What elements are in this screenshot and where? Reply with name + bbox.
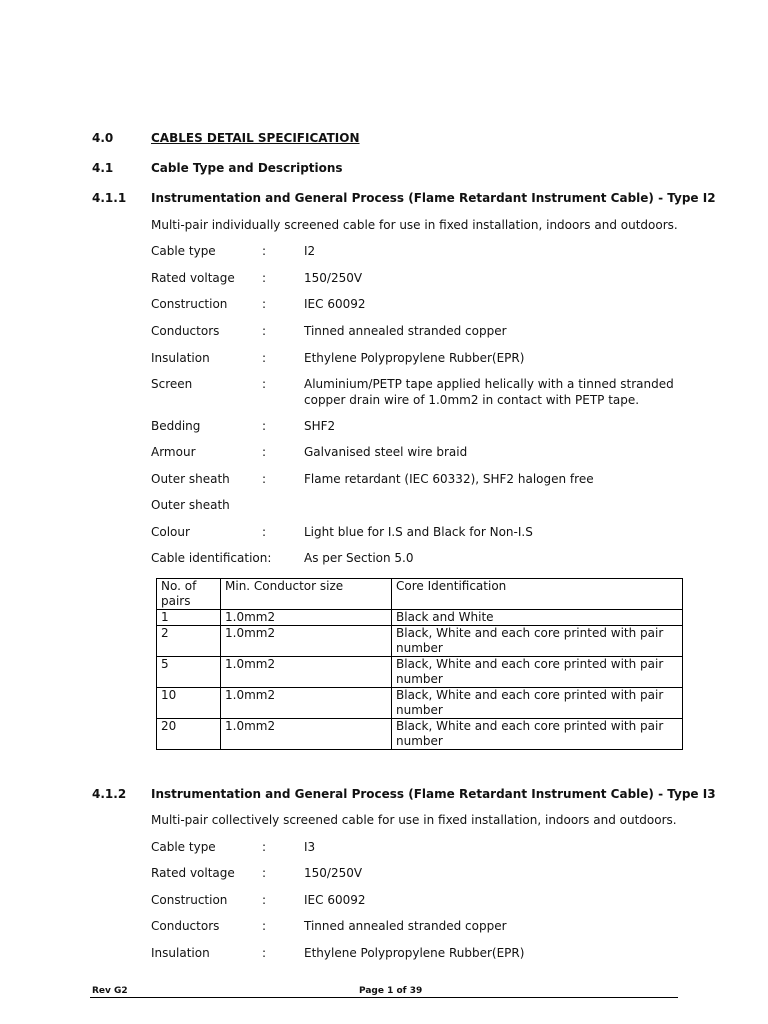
spec-value: Tinned annealed stranded copper xyxy=(304,919,507,933)
spec-label: Colour xyxy=(151,525,190,539)
footer-divider xyxy=(90,997,678,998)
table-cell: 20 xyxy=(157,719,221,750)
table-cell: Black, White and each core printed with pair number xyxy=(392,719,683,750)
table-header-row xyxy=(157,579,683,610)
spec-value: Aluminium/PETP tape applied helically with a tinned stranded copper drain wire of 1.0mm2 in contact with PETP tape. xyxy=(304,377,674,407)
section-4-1-2-intro: Multi-pair collectively screened cable for use in fixed installation, indoors and outdoors. xyxy=(151,813,677,827)
section-4-0-number: 4.0 xyxy=(92,131,114,145)
spec-value: 150/250V xyxy=(304,271,363,285)
spec-value: I3 xyxy=(304,840,316,854)
table-header-cell: No. of pairs xyxy=(157,579,221,610)
footer-revision: Rev G2 xyxy=(92,986,128,996)
spec-colon: : xyxy=(262,525,267,539)
table-cell: 1.0mm2 xyxy=(221,688,392,719)
table-cell: 1.0mm2 xyxy=(221,719,392,750)
spec-value: As per Section 5.0 xyxy=(304,551,414,565)
table-cell: 1.0mm2 xyxy=(221,626,392,657)
spec-colon: : xyxy=(262,324,267,338)
spec-value: Galvanised steel wire braid xyxy=(304,445,468,459)
table-row xyxy=(157,688,683,719)
table-cell: Black, White and each core printed with pair number xyxy=(392,688,683,719)
spec-value: I2 xyxy=(304,244,316,258)
spec-label: Rated voltage xyxy=(151,271,235,285)
spec-label: Conductors xyxy=(151,324,220,338)
table-cell: 5 xyxy=(157,657,221,688)
spec-label: Insulation xyxy=(151,946,210,960)
core-identification-table xyxy=(156,578,683,750)
spec-colon: : xyxy=(262,244,267,258)
table-cell: Black, White and each core printed with pair number xyxy=(392,626,683,657)
spec-colon: : xyxy=(262,946,267,960)
spec-value: Flame retardant (IEC 60332), SHF2 halogen free xyxy=(304,472,594,486)
table-header-cell: Min. Conductor size xyxy=(221,579,392,610)
table-cell: 10 xyxy=(157,688,221,719)
spec-label: Insulation xyxy=(151,351,210,365)
spec-label: Outer sheath xyxy=(151,472,230,486)
table-cell: 2 xyxy=(157,626,221,657)
table-row xyxy=(157,719,683,750)
spec-colon: : xyxy=(262,377,267,391)
spec-value: Light blue for I.S and Black for Non-I.S xyxy=(304,525,533,539)
spec-label: Armour xyxy=(151,445,196,459)
spec-label: Conductors xyxy=(151,919,220,933)
spec-colon: : xyxy=(262,445,267,459)
table-cell: 1 xyxy=(157,610,221,626)
spec-colon: : xyxy=(262,297,267,311)
spec-colon: : xyxy=(262,840,267,854)
table-cell: Black and White xyxy=(392,610,683,626)
footer-page-number: Page 1 of 39 xyxy=(359,986,423,996)
spec-colon: : xyxy=(262,919,267,933)
spec-label: Cable type xyxy=(151,840,216,854)
spec-label: Screen xyxy=(151,377,193,391)
spec-colon: : xyxy=(262,893,267,907)
table-header-cell: Core Identification xyxy=(392,579,683,610)
table-row xyxy=(157,657,683,688)
spec-colon: : xyxy=(262,271,267,285)
table-row xyxy=(157,610,683,626)
table-cell: 1.0mm2 xyxy=(221,610,392,626)
spec-value: SHF2 xyxy=(304,419,336,433)
spec-value: IEC 60092 xyxy=(304,893,366,907)
section-4-1-number: 4.1 xyxy=(92,161,114,175)
spec-label: Construction xyxy=(151,893,228,907)
spec-value: IEC 60092 xyxy=(304,297,366,311)
spec-label: Bedding xyxy=(151,419,201,433)
spec-value: 150/250V xyxy=(304,866,363,880)
section-4-1-1-title: Instrumentation and General Process (Flame Retardant Instrument Cable) - Type I2 xyxy=(151,191,716,205)
table-row xyxy=(157,626,683,657)
spec-label: Cable identification: xyxy=(151,551,272,565)
spec-colon: : xyxy=(262,472,267,486)
spec-colon: : xyxy=(262,866,267,880)
section-4-1-1-intro: Multi-pair individually screened cable for use in fixed installation, indoors and outdoors. xyxy=(151,218,678,232)
spec-label: Cable type xyxy=(151,244,216,258)
section-4-1-2-number: 4.1.2 xyxy=(92,787,127,801)
table-cell: Black, White and each core printed with pair number xyxy=(392,657,683,688)
spec-colon: : xyxy=(262,419,267,433)
section-4-1-1-number: 4.1.1 xyxy=(92,191,127,205)
spec-label: Rated voltage xyxy=(151,866,235,880)
table-cell: 1.0mm2 xyxy=(221,657,392,688)
spec-colon: : xyxy=(262,351,267,365)
section-4-1-2-title: Instrumentation and General Process (Flame Retardant Instrument Cable) - Type I3 xyxy=(151,787,716,801)
spec-value: Tinned annealed stranded copper xyxy=(304,324,507,338)
section-4-1-title: Cable Type and Descriptions xyxy=(151,161,343,175)
spec-label: Construction xyxy=(151,297,228,311)
spec-value: Ethylene Polypropylene Rubber(EPR) xyxy=(304,946,525,960)
section-4-0-title: CABLES DETAIL SPECIFICATION xyxy=(151,131,360,145)
spec-value: Ethylene Polypropylene Rubber(EPR) xyxy=(304,351,525,365)
spec-label: Outer sheath xyxy=(151,498,230,512)
